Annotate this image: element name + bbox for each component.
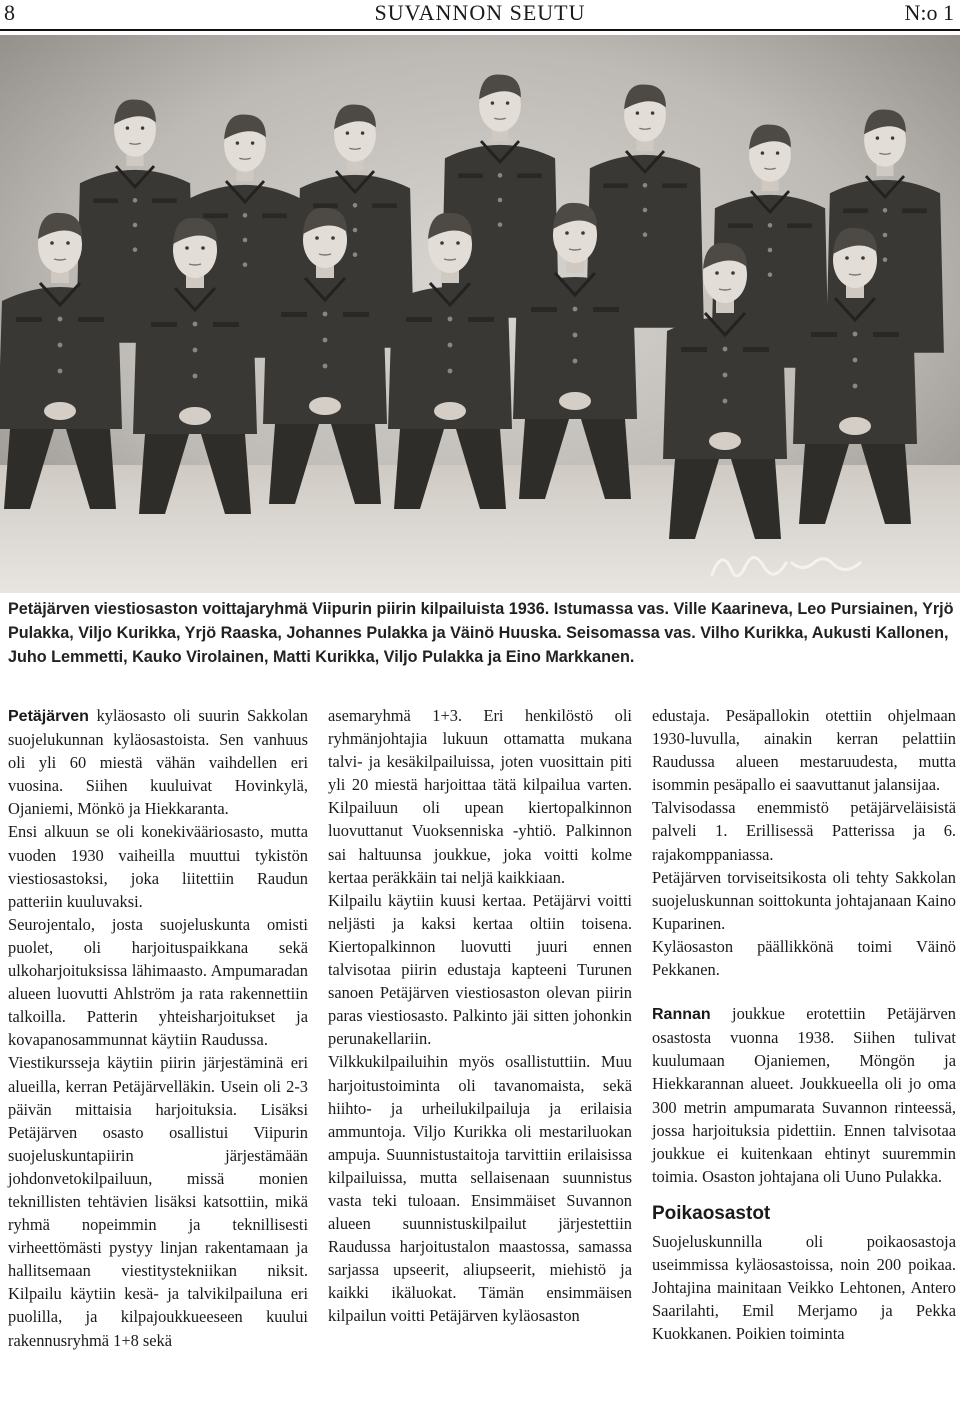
paragraph: Petäjärven torviseitsikosta oli tehty Sakkolan suojeluskunnan soittokunta johtajanaan Kaino Kuparinen.: [652, 867, 956, 933]
paragraph: Kyläosaston päällikkönä toimi Väinö Pekkanen.: [652, 936, 956, 980]
paragraph: [652, 1002, 956, 1188]
section-heading: Poikaosastot: [652, 1202, 771, 1224]
paragraph: edustaja. Pesäpallokin otettiin ohjelmaan 1930-luvulla, ainakin kerran pelattiin Raudussa alueen mestaruudesta, mutta isommin pesäpallo ei saavuttanut jalansijaa.: [652, 706, 956, 795]
photo-caption: Petäjärven viestiosaston voittajaryhmä Viipurin piirin kilpailuista 1936. Istumassa vas. Ville Kaarineva, Leo Pursiainen, Yrjö Pulakka, Viljo Kurikka, Yrjö Raaska, Johannes Pulakka ja Väinö Huuska. Seisomassa vas. Vilho Kurikka, Aukusti Kallonen, Juho Lemmetti, Kauko Virolainen, Matti Kurikka, Viljo Pulakka ja Eino Markkanen.: [8, 600, 954, 666]
page-number: 8: [4, 0, 15, 25]
publication-title: SUVANNON SEUTU: [374, 0, 586, 25]
paragraph: Seurojentalo, josta suojeluskunta omisti puolet, oli harjoituspaikkana sekä ulkoharjoituksissa lähimaasto. Ampumaradan alueen luovutti Ahlström ja rata rakennettiin talkoilla. Patterin yhteisharjoitukset ja kovapanosammunnat käytiin Raudussa.: [8, 914, 308, 1050]
group-photo-illustration: [0, 35, 960, 593]
lead-word: Rannan: [652, 1006, 711, 1024]
paragraph-text: joukkue erotettiin Petäjärven osastosta vuonna 1938. Siihen tulivat kuulumaan Ojaniemen, Möngön ja Hiekkarannan alueet. Joukkueella oli jo oma 300 metrin ampumarata Suvannon rinteessä, jossa harjoituksia pidettiin. Ennen talvisotaa joukkue ei kuitenkaan ehtinyt suuremmin toimia. Osaston johtajana oli Uuno Pulakka.: [652, 1004, 956, 1186]
lead-word: Petäjärven: [8, 708, 89, 725]
paragraph-text: kyläosasto oli suurin Sakkolan suojelukunnan kyläosastoista. Sen vanhuus oli yli 60 miestä vähän vaihdellen eri vuosina. Siihen kuuluivat Hovinkylä, Ojaniemi, Mönkö ja Hiekkaranta.: [8, 706, 308, 819]
paragraph: Suojeluskunnilla oli poikaosastoja useimmissa kyläosastoissa, noin 200 poikaa. Johtajina mainitaan Veikko Lehtonen, Antero Saarilahti, Emil Merjamo ja Pekka Kuokkanen. Poikien toiminta: [652, 1231, 956, 1344]
header-rule: [0, 29, 960, 31]
text-column-1: [8, 704, 308, 1352]
paragraph: Viestikursseja käytiin piirin järjestäminä eri alueilla, kerran Petäjärvelläkin. Usein oli 2-3 päivän mittaisia harjoituksia. Lisäksi Petäjärven osasto osallistui Viipurin suojeluskuntapiirin järjestämään johdonvetokilpailuun, missä monien teknillisten tehtävien lisäksi katsottiin, mikä ryhmä nopeimmin ja teknillisesti virheettömästi pystyy linjan rakentamaan ja hallitsemaan viestitystekniikan niksit. Kilpailu käytiin kesä- ja talvikilpailuna eri puolilla, ja kilpajoukkueeseen kuului rakennusryhmä 1+8 sekä: [8, 1053, 308, 1350]
paragraph-gap: [652, 981, 956, 1002]
issue-number: N:o 1: [904, 0, 954, 25]
paragraph: Vilkkukilpailuihin myös osallistuttiin. Muu harjoitustoiminta oli tavanomaista, sekä hiihto- ja urheilukilpailuja ja erilaisia ammuntoja. Viljo Kurikka oli mestariluokan ampuja. Suunnistustaitoja tarvittiin erilaisissa kilpailuissa, mutta sellaisenaan suunnistus vasta teki tuloaan. Ensimmäiset Suvannon alueen suunnistuskilpailut järjestettiin Raudussa harjoitustalon maastossa, samassa sarjassa upseerit, aliupseerit, miehistö ja kaikki ikäluokat. Tämän ensimmäisen kilpailun voitti Petäjärven kyläosaston: [328, 1052, 632, 1326]
group-photo: [0, 35, 960, 593]
paragraph: Kilpailu käytiin kuusi kertaa. Petäjärvi voitti neljästi ja kaksi kertaa oltiin toisena. Kiertopalkinnon luovutti juuri ennen talvisotaa piirin edustaja kapteeni Turunen sanoen Petäjärven viestiosaston olevan piirin paras viestiosasto. Palkinto jäi sitten johonkin perunakellariin.: [328, 890, 632, 1049]
text-column-3: [652, 704, 956, 1345]
paragraph: asemaryhmä 1+3. Eri henkilöstö oli ryhmänjohtajia lukuun ottamatta mukana talvi- ja kesäkilpailuissa, joten vuosittain piti yli 20 miestä harjoittaa tätä kilpailua varten. Kilpailuun oli upean kiertopalkinnon luovuttanut Vuoksenniska -yhtiö. Palkinnon sai haltuunsa joukkue, joka voitti kolme kertaa peräkkäin tai neljä kaikkiaan.: [328, 706, 632, 887]
paragraph: Talvisodassa enemmistö petäjärveläisistä palveli 1. Erillisessä Patterissa ja 6. rajakomppaniassa.: [652, 798, 956, 864]
paragraph: Ensi alkuun se oli konekivääriosasto, mutta vuoden 1930 vaiheilla muuttui tykistön viestiosastoksi, joka liitettiin Raudun patteriin kuuluvaksi.: [8, 822, 308, 911]
text-column-2: [328, 704, 632, 1328]
paragraph: [8, 704, 308, 820]
page-header: [0, 0, 960, 28]
